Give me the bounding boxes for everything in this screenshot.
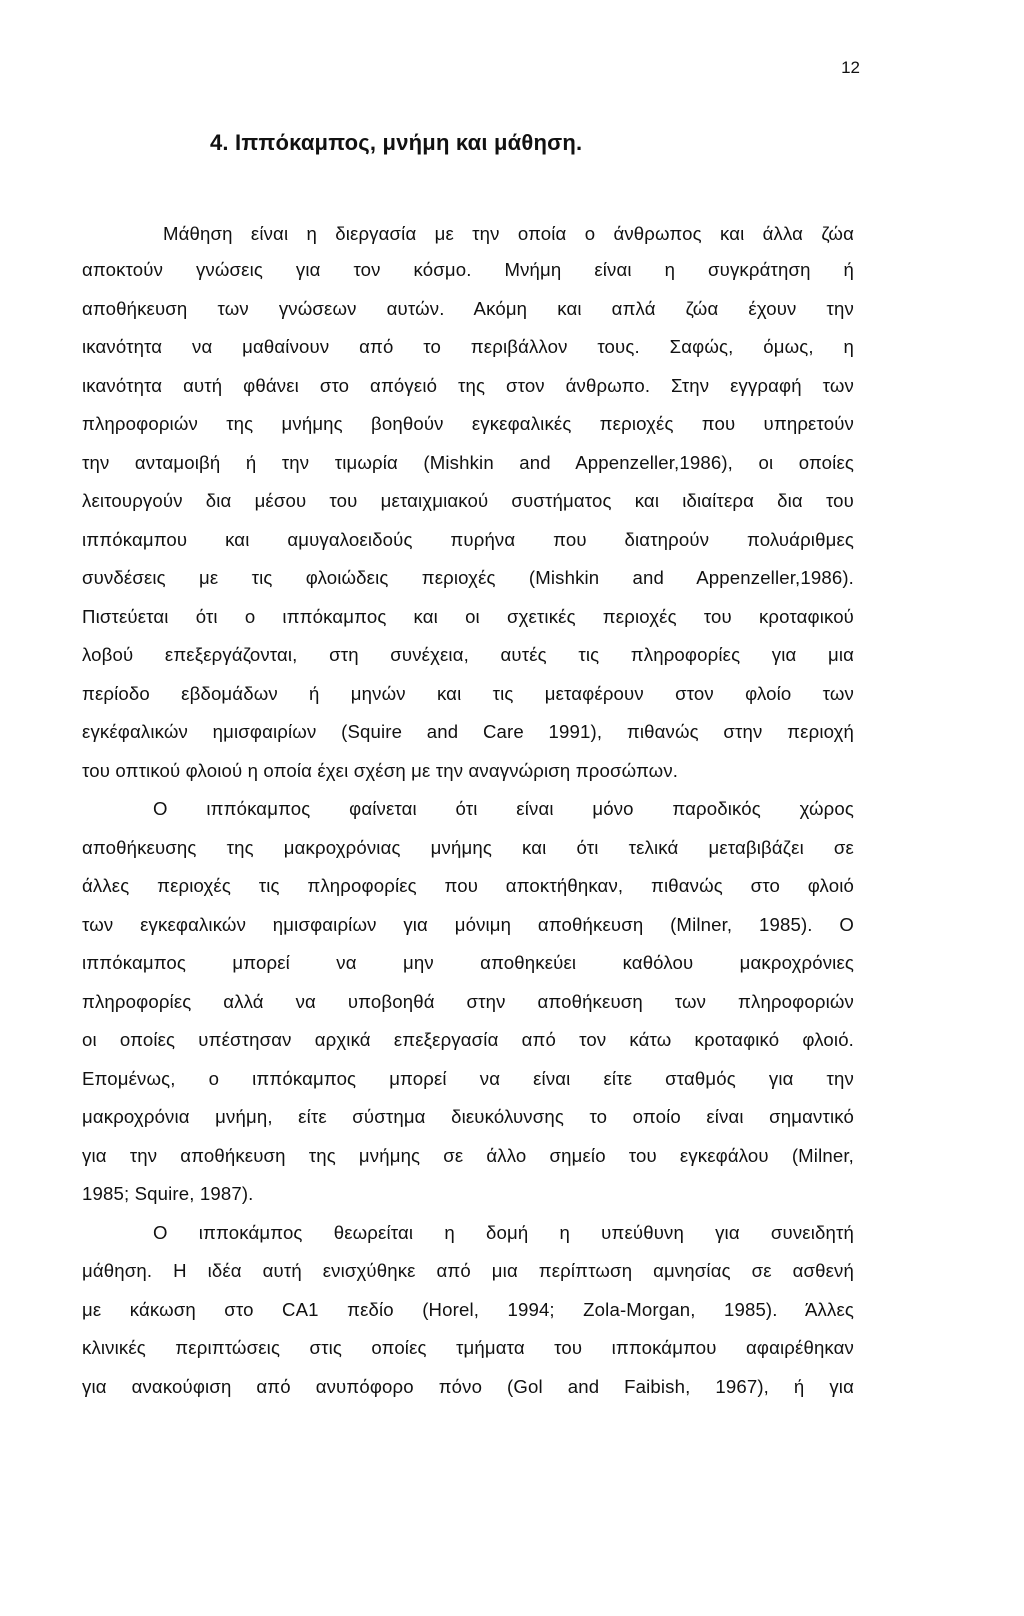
text-line: οι οποίες υπέστησαν αρχικά επεξεργασία από τον κάτω κροταφικό φλοιό. xyxy=(82,1029,854,1050)
text-line: αποθήκευση των γνώσεων αυτών. Ακόμη και απλά ζώα έχουν την xyxy=(82,298,854,319)
text-line: λειτουργούν δια μέσου του μεταιχμιακού συστήματος και ιδιαίτερα δια του xyxy=(82,490,854,511)
text-line: ικανότητα αυτή φθάνει στο απόγειό της στον άνθρωπο. Στην εγγραφή των xyxy=(82,375,854,396)
text-line: 1985; Squire, 1987). xyxy=(82,1183,254,1204)
section-heading: 4. Ιππόκαμπος, μνήμη και μάθηση. xyxy=(210,130,583,155)
text-line: αποκτούν γνώσεις για τον κόσμο. Μνήμη είναι η συγκράτηση ή xyxy=(82,259,854,280)
text-line: αποθήκευσης της μακροχρόνιας μνήμης και ότι τελικά μεταβιβάζει σε xyxy=(82,837,854,858)
text-line: για την αποθήκευση της μνήμης σε άλλο σημείο του εγκεφάλου (Milner, xyxy=(82,1145,854,1166)
text-line: με κάκωση στο CA1 πεδίο (Horel, 1994; Zola-Morgan, 1985). Άλλες xyxy=(82,1299,854,1320)
text-line: λοβού επεξεργάζονται, στη συνέχεια, αυτές τις πληροφορίες για μια xyxy=(82,644,854,665)
text-line: Επομένως, ο ιππόκαμπος μπορεί να είναι είτε σταθμός για την xyxy=(82,1068,854,1089)
text-line: άλλες περιοχές τις πληροφορίες που αποκτήθηκαν, πιθανώς στο φλοιό xyxy=(82,875,854,896)
text-line: κλινικές περιπτώσεις στις οποίες τμήματα του ιπποκάμπου αφαιρέθηκαν xyxy=(82,1337,854,1358)
text-line: την ανταμοιβή ή την τιμωρία (Mishkin and Appenzeller,1986), οι οποίες xyxy=(82,452,854,473)
text-line: πληροφορίες αλλά να υποβοηθά στην αποθήκευση των πληροφοριών xyxy=(82,991,854,1012)
text-line: περίοδο εβδομάδων ή μηνών και τις μεταφέρουν στον φλοίο των xyxy=(82,683,854,704)
text-line: μάθηση. Η ιδέα αυτή ενισχύθηκε από μια περίπτωση αμνησίας σε ασθενή xyxy=(82,1260,854,1281)
text-line: για ανακούφιση από ανυπόφορο πόνο (Gol and Faibish, 1967), ή για xyxy=(82,1376,854,1397)
text-line: μακροχρόνια μνήμη, είτε σύστημα διευκόλυνσης το οποίο είναι σημαντικό xyxy=(82,1106,854,1127)
text-line: Μάθηση είναι η διεργασία με την οποία ο άνθρωπος και άλλα ζώα xyxy=(163,223,854,244)
text-line: Ο ιππόκαμπος φαίνεται ότι είναι μόνο παροδικός χώρος xyxy=(153,798,854,819)
text-line: Ο ιπποκάμπος θεωρείται η δομή η υπεύθυνη για συνειδητή xyxy=(153,1222,854,1243)
text-line: των εγκεφαλικών ημισφαιρίων για μόνιμη αποθήκευση (Milner, 1985). Ο xyxy=(82,914,854,935)
text-line: του οπτικού φλοιού η οποία έχει σχέση με την αναγνώριση προσώπων. xyxy=(82,760,679,781)
text-line: πληροφοριών της μνήμης βοηθούν εγκεφαλικές περιοχές που υπηρετούν xyxy=(82,413,854,434)
text-line: συνδέσεις με τις φλοιώδεις περιοχές (Mishkin and Appenzeller,1986). xyxy=(82,567,854,588)
text-line: εγκέφαλικών ημισφαιρίων (Squire and Care 1991), πιθανώς στην περιοχή xyxy=(82,721,854,742)
text-line: ιππόκαμπου και αμυγαλοειδούς πυρήνα που διατηρούν πολυάριθμες xyxy=(82,529,854,550)
text-line: ικανότητα να μαθαίνουν από το περιβάλλον τους. Σαφώς, όμως, η xyxy=(82,336,854,357)
text-line: ιππόκαμπος μπορεί να μην αποθηκεύει καθόλου μακροχρόνιες xyxy=(82,952,854,973)
page-number: 12 xyxy=(841,58,860,77)
text-line: Πιστεύεται ότι ο ιππόκαμπος και οι σχετικές περιοχές του κροταφικού xyxy=(82,606,854,627)
